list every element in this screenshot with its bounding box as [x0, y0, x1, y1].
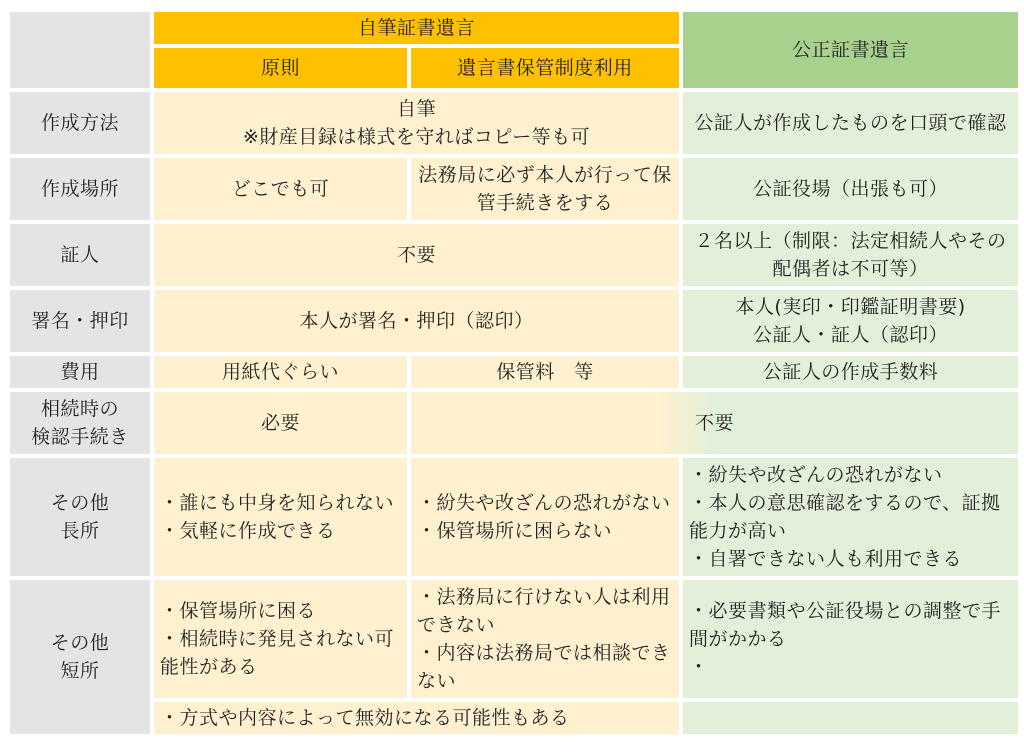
cell-tansho-gensoku: ・保管場所に困る ・相続時に発見されない可能性がある [154, 580, 407, 698]
cell-sakusei-basho-gensoku: どこでも可 [154, 158, 407, 220]
cell-sakusei-basho-kosei: 公証役場（出張も可） [683, 158, 1018, 220]
header-hokan: 遺言書保管制度利用 [411, 48, 679, 88]
cell-kennin-rest: 不要 [411, 392, 1018, 454]
row-label-chosho: その他 長所 [10, 458, 150, 576]
header-gensoku: 原則 [154, 48, 407, 88]
row-label-tansho: その他 短所 [10, 580, 150, 734]
cell-chosho-kosei: ・紛失や改ざんの恐れがない ・本人の意思確認をするので、証拠能力が高い ・自署できない人も利用できる [683, 458, 1018, 576]
cell-hiyo-kosei: 公証人の作成手数料 [683, 356, 1018, 388]
row-label-hiyo: 費用 [10, 356, 150, 388]
cell-sakusei-basho-hokan: 法務局に必ず本人が行って保管手続きをする [411, 158, 679, 220]
cell-shonin-jihitsu: 不要 [154, 224, 679, 286]
row-label-sakusei-hoho: 作成方法 [10, 92, 150, 154]
cell-chosho-hokan: ・紛失や改ざんの恐れがない ・保管場所に困らない [411, 458, 679, 576]
cell-tansho-kosei-empty [683, 702, 1018, 734]
cell-chosho-gensoku: ・誰にも中身を知られない ・気軽に作成できる [154, 458, 407, 576]
cell-hiyo-hokan: 保管料 等 [411, 356, 679, 388]
cell-sakusei-hoho-kosei: 公証人が作成したものを口頭で確認 [683, 92, 1018, 154]
corner-cell [10, 12, 150, 88]
row-label-sakusei-basho: 作成場所 [10, 158, 150, 220]
header-jihitsu: 自筆証書遺言 [154, 12, 679, 44]
cell-hiyo-gensoku: 用紙代ぐらい [154, 356, 407, 388]
row-label-kennin: 相続時の 検認手続き [10, 392, 150, 454]
will-comparison-table [6, 8, 1022, 738]
cell-shonin-kosei: ２名以上（制限：法定相続人やその配偶者は不可等） [683, 224, 1018, 286]
cell-sakusei-hoho-jihitsu: 自筆 ※財産目録は様式を守ればコピー等も可 [154, 92, 679, 154]
header-koseishosho: 公正証書遺言 [683, 12, 1018, 88]
cell-shomei-jihitsu: 本人が署名・押印（認印） [154, 290, 679, 352]
cell-tansho-jihitsu-common: ・方式や内容によって無効になる可能性もある [154, 702, 679, 734]
row-label-shomei: 署名・押印 [10, 290, 150, 352]
cell-kennin-gensoku: 必要 [154, 392, 407, 454]
row-label-shonin: 証人 [10, 224, 150, 286]
cell-tansho-kosei: ・必要書類や公証役場との調整で手間がかかる ・ [683, 580, 1018, 698]
cell-shomei-kosei: 本人(実印・印鑑証明書要) 公証人・証人（認印） [683, 290, 1018, 352]
cell-tansho-hokan: ・法務局に行けない人は利用できない ・内容は法務局では相談できない [411, 580, 679, 698]
